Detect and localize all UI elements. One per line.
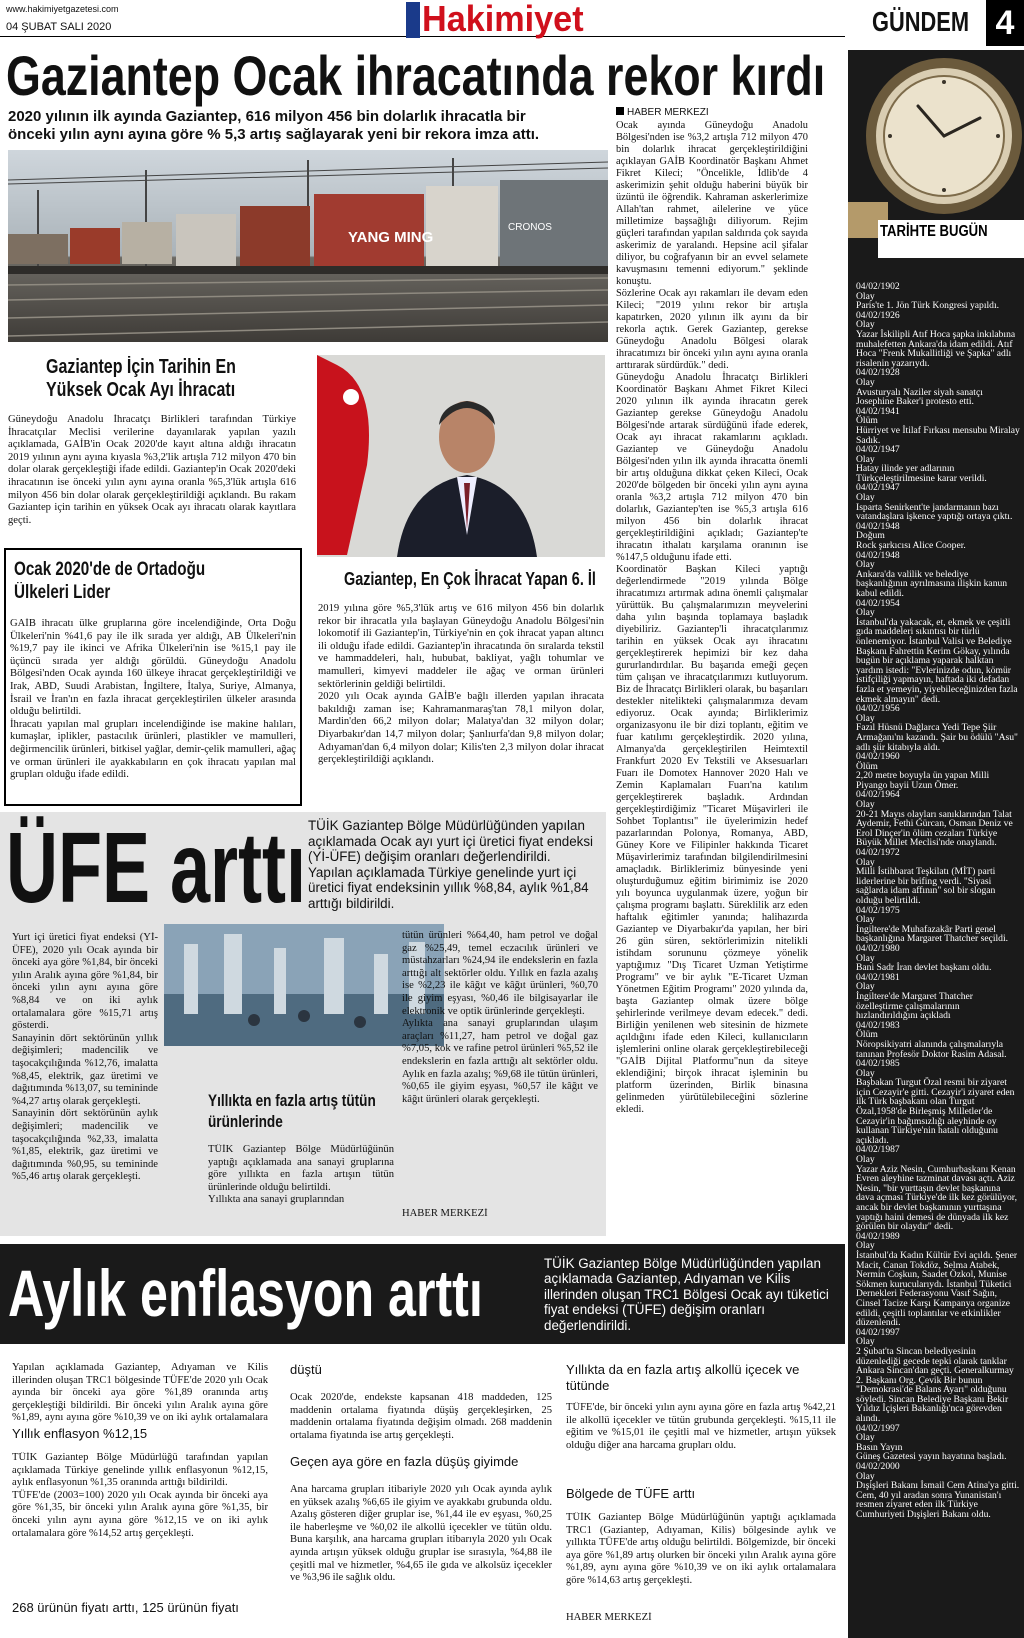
site-url[interactable]: www.hakimiyetgazetesi.com: [6, 4, 119, 14]
tufe-byline: HABER MERKEZİ: [566, 1612, 652, 1623]
tufe-sub2: 268 ürünün fiyatı arttı, 125 ürünün fiyatı: [12, 1600, 239, 1615]
ufe-col1: Yurt içi üretici fiyat endeksi (Yİ-ÜFE), 2020 yılı Ocak ayında bir önceki aya göre %1,84, bir önceki yılın Aralık ayına göre %1,84, bir önceki yılın aynı ayına göre %8,84 ve on iki aylık ortalamalara göre %15,71 artış gösterdi. Sanayinin dört sektörünün yıllık değişimleri; madencilik ve taşocakçılığında %12,76, imalatta %8,45, elektrik, gaz üretimi ve dağıtımında %13,07, su temininde %4,27 artış olarak gerçekleşti. Sanayinin dört sektörünün aylık değişimleri; madencilik ve taşocakçılığında %2,33, imalatta %1,85, elektrik, gaz üretimi ve dağıtımında %0,95, su temininde %5,46 artış olarak gerçekleşti.: [12, 932, 158, 1183]
page-number: 4: [995, 4, 1015, 42]
tufe-sub3: Geçen aya göre en fazla düşüş giyimde: [290, 1454, 519, 1469]
byline-text: HABER MERKEZİ: [627, 107, 709, 118]
page-number-box: [986, 0, 1024, 46]
tufe-col1-intro: Yapılan açıklamada Gaziantep, Adıyaman ve Kilis illerinden oluşan TRC1 bölgesinde TÜFE'de 2020 yılı Ocak ayında bir önceki aya göre %1,89 oranında artış gerçekleştiği bildirildi. Bir önceki yılın Aralık ayına göre %1,89, aynı ayına göre %10,39 ve on iki aylık ortalamalara: [12, 1362, 268, 1424]
tufe-col3-intro: TÜFE'de, bir önceki yılın aynı ayına göre en fazla artış %42,21 ile alkollü içecekler ve tütün grubunda gerçekleşti. %15,11 ile eğitim ve %15,01 ile çeşitli mal ve hizmetler, artışın yüksek olduğu diğer ana harcama grupları oldu.: [566, 1402, 836, 1451]
sidebar-entries: 04/02/1902 Olay Paris'te 1. Jön Türk Kongresi yapıldı. 04/02/1926 Olay Yazar İskilipli Atıf Hoca şapka inkılabına muhalefetten Ankara'da idam edildi. Atıf Hoca "Frenk Mukallitliği ve Şapka" adlı risalenin yazarıydı. 04/02/1928 Olay Avusturyalı Naziler siyah sanatçı Josephine Baker'i protesto etti. 04/02/1941 Ölüm Hürriyet ve İtilaf Fırkası mensubu Miralay Sadık. 04/02/1947 Olay Hatay ilinde yer adlarının Türkçeleştirilmesine karar verildi. 04/02/1947 Olay Isparta Senirkent'te jandarmanın bazı vatandaşlara işkence yaptığı ortaya çıktı. 04/02/1948 Doğum Rock şarkıcısı Alice Cooper. 04/02/1948 Olay Ankara'da valilik ve belediye başkanlığının ayrılmasına ilişkin kanun kabul edildi. 04/02/1954 Olay İstanbul'da yakacak, et, ekmek ve çeşitli gıda maddeleri sıkıntısı bir türlü önlenemiyor. İstanbul Valisi ve Belediye Başkanı Fahrettin Kerim Gökay, yılında bugün bir açıklama yaparak halktan yardım istedi: "Evlerinizde odun, kömür istifçiliği yapmayın, haftada iki defadan fazla et yemeyin, yiyebileceğinizden fazla ekmek almayın" dedi. 04/02/1956 Olay Fazıl Hüsnü Dağlarca Yedi Tepe Şiir Armağanı'nı kazandı. Şair bu ödülü "Asu" adlı şiir kitabıyla aldı. 04/02/1960 Ölüm 2,20 metre boyuyla ün yapan Milli Piyango bayii Uzun Ömer. 04/02/1964 Olay 20-21 Mayıs olayları sanıklarından Talat Aydemir, Fethi Gürcan, Osman Deniz ve Erol Dinçer'in ölüm cezaları Türkiye Büyük Millet Meclisi'nde onaylandı. 04/02/1972 Olay Milli İstihbarat Teşkilatı (MİT) parti liderlerine bir brifing verdi. "Siyasi sağlarda idam affının" sol bir slogan olduğu belirtildi. 04/02/1975 Olay İngiltere'de Muhafazakâr Parti genel başkanlığına Margaret Thatcher seçildi. 04/02/1980 Olay Bani Sadr İran devlet başkanı oldu. 04/02/1981 Olay İngiltere'de Margaret Thatcher özelleştirme çalışmalarının hızlandırıldığını açıkladı 04/02/1983 Ölüm Nöropsikiyatri alanında çalışmalarıyla tanınan Profesör Doktor Rasim Adasal. 04/02/1985 Olay Başbakan Turgut Özal resmi bir ziyaret için Cezayir'e gitti. Cezayir'i ziyaret eden ilk Türk başbakanı olan Turgut Özal,1958'de Birleşmiş Milletler'de Cezayir'in bağımsızlığı aleyhinde oy kullanan Türkiye'nin hatalı olduğunu açıkladı. 04/02/1987 Olay Yazar Aziz Nesin, Cumhurbaşkanı Kenan Evren aleyhine tazminat davası açtı. Aziz Nesin, "bir yurttaşın devlet başkanına dava açması Türkiye'de ilk kez görülüyor, ancak bir devlet başkanının yurttaşına yaptığı haini demesi de dünyada ilk kez görülen bir olaydır" dedi. 04/02/1989 Olay İstanbul'da Kadın Kültür Evi açıldı. Şener Macit, Canan Tokdöz, Selma Atabek, Nermin Coşkun, Saadet Özkol, Munise Sökmen kurucularıydı. İstanbul Tüketici Dernekleri Federasyonu Vasıf Sağın, Cinsel Tacize Karşı Kampanya organize edildi, çeşitli toplantılar ve etkinlikler düzenlendi. 04/02/1997 Olay 2 Şubat'ta Sincan belediyesinin düzenlediği gecede tepki olarak tanklar Ankara Sincan'dan geçti. Generalkurmay 2. Başkanı Org. Çevik Bir bunun "Demokrasi'de Balans Ayarı" olduğunu söyledi. Sincan Belediye Başkanı Bekir Yıldız İçişleri Bakanlığı'nca görevden alındı. 04/02/1997 Olay Basın Yayın Güneş Gazetesi yayın hayatına başladı. 04/02/2000 Olay Dışişleri Bakanı İsmail Cem Atina'ya gitti. Cem, 40 yıl aradan sonra Yunanistan'ı resmen ziyaret eden ilk Türkiye Cumhuriyeti Dışişleri Bakanı oldu.: [856, 282, 1020, 1520]
section2-body: GAİB ihracatı ülke gruplarına göre incelendiğinde, Orta Doğu Ülkeleri'nin %41,6 pay ile ilk sırada yer aldığı, AB Ülkeleri'nin %19,7 pay ile ikinci ve Afrika Ülkeleri'nin ise %15,1 pay ile üçüncü sırada yer aldığı görüldü. Güneydoğu Anadolu Bölgesi'nden Ocak ayında 160 ülkeye ihracat gerçekleştirildiği ve Irak, ABD, Suudi Arabistan, İngiltere, İtalya, Suriye, Almanya, İsrail ve İran'ın en fazla ihracat gerçekleştirilen ülkeler arasında olduğu belirtildi. İhracatı yapılan mal grupları incelendiğinde ise makine halıları, kumaşlar, iplikler, pastacılık ürünleri, plastikler ve mamulleri, değirmencilik ürünleri, bitkisel yağlar, demir-çelik mamulleri, ağaç ve orman ürünleri ile ayakkabıların en çok ihracatı yapılan mal grupları olduğu ifade edildi.: [10, 618, 296, 781]
section3-body: 2019 yılına göre %5,3'lük artış ve 616 milyon 456 bin dolarlık rekor bir ihracatla yıla başlayan Güneydoğu Anadolu Bölgesi'nin lokomotif ili Gaziantep'in, Türkiye'nin en çok ihracat yapan altıncı ili olduğu ifade edildi. Gaziantep'in ihracatında ön sıralarda tekstil ve hammaddeleri, halı, hububat, bakliyat, yağlı tohumlar ve mamulleri, kimyevi maddeler ile ağaç ve orman ürünleri sektörlerinin geldiği belirtildi. 2020 yılı Ocak ayında GAİB'e bağlı illerden yapılan ihracata bakıldığı zaman ise; Kahramanmaraş'tan 78,1 milyon dolar, Mardin'den 66,2 milyon dolar; Malatya'dan 32 milyon dolar; Diyarbakır'dan 14,7 milyon dolar; Şanlıurfa'dan 9,8 milyon dolar; Adıyaman'dan 6,4 milyon dolar; Kilis'ten 2,3 milyon dolar ihracat gerçekleştirildiği açıklandı.: [318, 603, 604, 766]
tufe-sub1: Yıllık enflasyon %12,15: [12, 1426, 148, 1441]
main-article-column: Ocak ayında Güneydoğu Anadolu Bölgesi'nden ise %3,2 artışla 712 milyon 470 bin dolarlık ihracat gerçekleştirildiğini açıklayan GAİB Koordinatör Başkanı Ahmet Fikret Kileci; "Öncelikle, İdlib'de 4 askerimizin şehit olduğu haberini büyük bir üzüntü ile öğrendik. Kahraman askerlerimize Allah'tan rahmet, ailelerine ve yüce milletimize başsağlığı diliyorum. Rejim güçleri tarafından yapılan saldırıda çok sayıda askerimiz de yaralandı. Hepsine acil şifalar diliyor, bu coğrafyanın bir an evvel selamete kavuşmasını temenni ediyorum." şeklinde konuştu. Sözlerine Ocak ayı rakamları ile devam eden Kileci; "2019 yılını rekor bir artışla kapatırken, 2020 yılının ilk ayını da bir rekorla açtık. Gerek Gaziantep, gerekse Güneydoğu Anadolu Bölgesi olarak ihracatımızı bir önceki yılın aynı ayına oranla arttırarak sürdürdük." dedi. Güneydoğu Anadolu İhracatçı Birlikleri Koordinatör Başkanı Ahmet Fikret Kileci 2020 yılının ilk ayında ihracatın gerek Gaziantep gerekse Güneydoğu Anadolu Bölgesi'nde artarak sürdüğünü ifade ederek, Ocak ayı ihracat rakamlarını açıkladı. Gaziantep ve Güneydoğu Anadolu Bölgesi'nden yılın ilk ayında ihracatta önemli bir artış olduğuna dikkat çeken Kileci, Ocak 2020'de bölgeden bir önceki yılın aynı ayına oranla %3,2 artışla 712 milyon 470 bin dolarlık, Gaziantep'ten ise %5,3 artışla 616 milyon 456 bin dolarlık ihracat gerçekleştirildiğini açıkladı; Gaziantep'te ihracatın ithalatı karşılama oranının ise %147,5 olduğunu ifade etti. Koordinatör Başkan Kileci yaptığı değerlendirmede "2019 yılında Bölge ihracatımızı artırmak adına önemli çalışmalar yürüttük. Bu çalışmalarımızın meyvelerini daha yılın başında toplamaya başladık diyebiliriz. Gaziantep'li ihracatçılarımız tarihin en yüksek Ocak ayı ihracatını gerçekleştirerek hepimizi bir kez daha gururlandırdılar. Bu başarıda emeği geçen tüm çalışan ve ihracatçılarımızı kutluyorum. Biz de İhracatçı Birlikleri olarak, bu başarıları destekler nitelikteki çalışmalarımıza devam ediyoruz. Ocak ayında; Birliklerimiz organizasyonu ile bir dizi toplantı, eğitim ve fuar katılımı gerçekleştirdik. 2020 yılına, Almanya'da gerçekleştirilen Heimtextil Frankfurt 2020 Ev Tekstili ve Aksesuarları Fuarı ile Domotex Hannover 2020 Halı ve Zemin Kaplamaları Fuarı'na katılım gerçekleştirerek başladık. Ardından gerçekleştirdiğimiz "Ticaret Müşavirleri ile Sohbet Toplantısı" ile üyelerimizin hedef pazarlarından Polonya, Romanya, ABD, Güney Kore ve Filipinler hakkında Ticaret Müşavirlerimiz tarafından bilgilendirilmesini amaçladık. Birliklerimiz bünyesinde yeni oluşturduğumuz eğitim birimimiz ise 2020 yılı boyunca uygulanmak üzere, yoğun bir çalışma programı başlattı. Süreklilik arz eden haftalık eğitimler yanında; halihazırda Gaziantep ve Diyarbakır'da yapılan, her biri 26 gün süren, sektörlerimizin nitelikli istihdam sorununu çözmeye yönelik yaptığımız "Dış Ticaret Uzman Yetiştirme Programı" ve bir aylık "E-Ticaret Uzman Yönetmen Eğitim Programı" 2020 yılında da, başta Gaziantep olmak üzere bölge şehirlerinde verilmeye devam edecek." dedi. Birliğin yenilenen web sitesinin de hizmete açıldığını ifade eden Kileci, kullanıcıların işlemlerini online olarak gerçekleştirebileceği "GAİB Dijital Platformu"nun da siteye eklendiğini; birçok ihracat işleminin bu platform üzerinden, Birlik binasına gelinmeden yürütülebileceğini sözlerine ekledi.: [616, 120, 808, 1115]
issue-date: 04 ŞUBAT SALI 2020: [6, 21, 112, 33]
sidebar-title: TARİHTE BUGÜN: [880, 223, 988, 240]
section3-title: Gaziantep, En Çok İhracat Yapan 6. İl: [344, 569, 596, 589]
section2-title: Ocak 2020'de de Ortadoğu Ülkeleri Lider: [14, 559, 206, 603]
tufe-lead: TÜİK Gaziantep Bölge Müdürlüğünden yapılan açıklamada Gaziantep, Adıyaman ve Kilis illerinden oluşan TRC1 Bölgesi Ocak ayı tüketici fiyat endeksi (TÜFE) değişim oranları değerlendirildi.: [544, 1256, 829, 1333]
main-headline: Gaziantep Ocak ihracatında rekor kırdı: [6, 44, 826, 107]
tufe-headline: Aylık enflasyon arttı: [8, 1256, 483, 1330]
container-text-yangming: YANG MING: [348, 229, 434, 246]
section1-title: Gaziantep İçin Tarihin En Yüksek Ocak Ayı İhracatı: [46, 356, 236, 401]
section1-body: Güneydoğu Anadolu İhracatçı Birlikleri tarafından Türkiye İhracatçılar Meclisi verilerine dayanılarak yapılan yazılı açıklamada, GAİB'in Ocak 2020'de kayıt altına aldığı ihracatın 2019 yılının aynı ayına kıyasla %3,2'lik artışla 712 milyon 470 bin dolar olarak gerçekleştiği ifade edildi. Gaziantep'in Ocak 2020'deki ihracatının ise önceki yılın aynı ayına oranla %5,3'lük artışla 616 milyon 456 bin dolar olarak gerçekleştirildiği açıklandı. Bu rakam Gaziantep için tarihin en yüksek Ocak ayı ihracatı olarak kayıtlara geçti.: [8, 414, 296, 526]
section-label: GÜNDEM: [872, 6, 970, 37]
ufe-col3: tütün ürünleri %64,40, ham petrol ve doğal gaz %25,49, temel eczacılık ürünleri ve müstahzarları %24,94 ile endekslerin en fazla arttığı alt sektörler oldu. Yıllık en fazla azalış ise %2,23 ile kâğıt ve kâğıt ürünleri, %0,70 ile giyim eşyası, %0,46 ile bilgisayarlar ile elektronik ve optik ürünlerinde gerçekleşti. Aylıkta ana sanayi gruplarından ulaşım araçları %11,27, ham petrol ve doğal gaz %7,05, kok ve rafine petrol ürünleri %5,52 ile endekslerin en fazla arttığı alt sektörler oldu. Aylık en fazla azalış; %9,68 ile tütün ürünleri, %0,65 ile giyim eşyası, %0,57 ile kâğıt ve kâğıt ürünleri olarak gerçekleşti.: [402, 930, 598, 1105]
ufe-lead: TÜİK Gaziantep Bölge Müdürlüğünden yapılan açıklamada Ocak ayı yurt içi üretici fiyat endeksi (Yİ-ÜFE) değişim oranları değerlendirildi. Yapılan açıklamada Türkiye genelinde yurt içi üretici fiyat endeksinin yıllık %8,84, aylık %1,84 arttığı bildirildi.: [308, 818, 594, 911]
ufe-headline: ÜFE arttı: [6, 812, 306, 924]
tufe-sub5: Bölgede de TÜFE arttı: [566, 1486, 696, 1501]
photo-official-portrait: [317, 355, 605, 557]
masthead-logo: [406, 0, 602, 42]
tufe-col1-body: TÜİK Gaziantep Bölge Müdürlüğü tarafından yapılan açıklamada Türkiye genelinde yıllık enflasyonun %12,15, aylık enflasyonun %1,35 oranında arttığı bildirildi. TÜFE'de (2003=100) 2020 yılı Ocak ayında bir önceki aya göre %1,35, bir önceki yılın Aralık ayına göre %1,35, bir önceki yılın aynı ayına göre %12,15 ve on iki aylık ortalamalara göre %14,52 artış gerçekleşti.: [12, 1452, 268, 1539]
main-byline: [616, 107, 709, 118]
tufe-col2-top: düştü: [290, 1362, 322, 1377]
tufe-col2-intro: Ocak 2020'de, endekste kapsanan 418 maddeden, 125 maddenin ortalama fiyatında düşüş gerçekleşirken, 25 maddenin ortalama fiyatında değişim olmadı. 268 maddenin ortalama fiyatında ise artış gerçekleşti.: [290, 1392, 552, 1441]
ufe-col2: TÜİK Gaziantep Bölge Müdürlüğünün yaptığı açıklamada ana sanayi gruplarına göre yıllıkta en fazla artışın tütün ürünlerinde olduğu belirtildi. Yıllıkta ana sanayi gruplarından: [208, 1144, 394, 1206]
tufe-sub4: Yıllıkta da en fazla artış alkollü içecek ve tütünde: [566, 1362, 800, 1393]
photo-freight-train: [8, 150, 608, 342]
ufe-byline: HABER MERKEZİ: [402, 1208, 488, 1219]
main-lead: 2020 yılının ilk ayında Gaziantep, 616 milyon 456 bin dolarlık ihracatla bir önceki yılın aynı ayına göre % 5,3 artış sağlayarak yeni bir rekora imza attı.: [8, 108, 540, 143]
tufe-col3-body: TÜİK Gaziantep Bölge Müdürlüğünün yaptığı açıklamada TRC1 (Gaziantep, Adıyaman, Kilis) bölgesinde aylık ve yıllıkta TÜFE'de artış olduğu belirtildi. Bölgemizde, bir önceki aya göre %1,89 artış olurken bir önceki yılın Aralık ayına göre %1,89, aynı ayına göre %10,39 ve on iki aylık ortalamalara göre %14,63 artış gerçekleşti.: [566, 1512, 836, 1586]
tufe-col2-body: Ana harcama grupları itibariyle 2020 yılı Ocak ayında aylık en yüksek azalış %6,65 ile giyim ve ayakkabı grubunda oldu. Azalış gösteren diğer gruplar ise, %1,44 ile ev eşyası, %0,25 ile haberleşme ve %0,02 ile alkollü içecekler ve tütün oldu. Buna karşılık, ana harcama grupları itibarıyla 2020 yılı Ocak ayında artışın yüksek olduğu gruplar ise sırasıyla, %4,88 ile çeşitli mal ve hizmetler, %4,65 ile gıda ve alkolsüz içecekler ve %3,96 ile sağlık oldu.: [290, 1484, 552, 1584]
container-text-cronos: CRONOS: [508, 222, 552, 233]
ufe-subtitle: Yıllıkta en fazla artış tütün ürünlerinde: [208, 1091, 376, 1131]
logo-text: Hakimiyet: [422, 0, 584, 39]
